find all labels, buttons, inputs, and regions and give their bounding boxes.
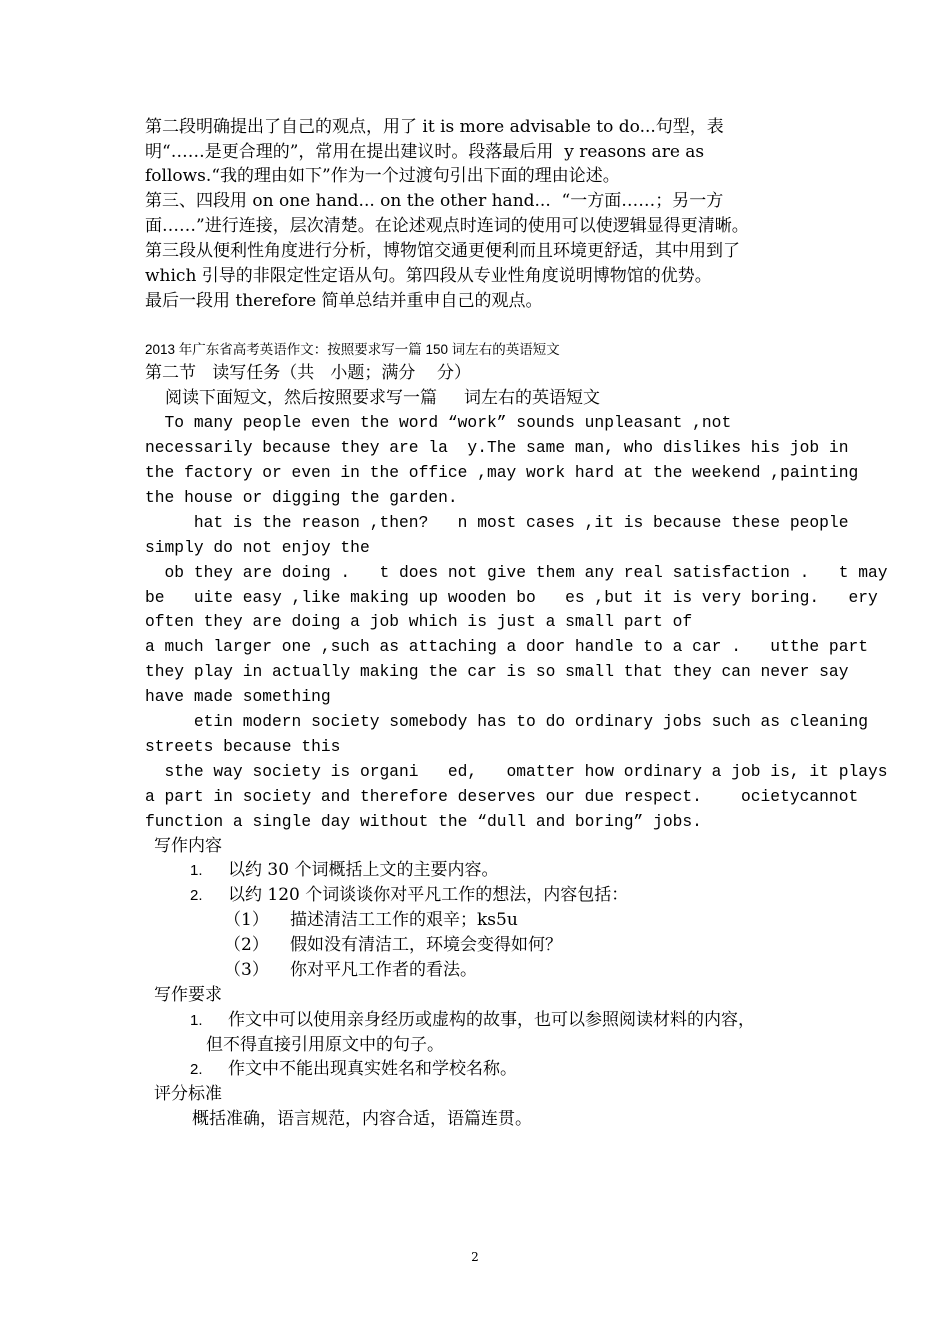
- section-heading: 第二节 读写任务（共 小题；满分 分）: [145, 363, 472, 383]
- requirement-item-continuation: 但不得直接引用原文中的句子。: [206, 1035, 444, 1055]
- passage-line: ob they are doing . t does not give them any real satisfaction . t may: [145, 563, 888, 582]
- passage-line: have made something: [145, 687, 331, 706]
- requirement-item-number: 1.: [190, 1012, 203, 1029]
- exam-title: 2013 年广东省高考英语作文：按照要求写一篇 150 词左右的英语短文: [145, 342, 560, 357]
- passage-line: simply do not enjoy the: [145, 538, 370, 557]
- scoring-text: 概括准确，语言规范，内容合适，语篇连贯。: [192, 1109, 532, 1129]
- passage-line: To many people even the word “work” sounds unpleasant ,not: [145, 413, 732, 432]
- requirement-item-text: 作文中可以使用亲身经历或虚构的故事，也可以参照阅读材料的内容，: [228, 1010, 755, 1030]
- content-subitem-number: （3）: [224, 960, 269, 980]
- analysis-line: 面……”进行连接，层次清楚。在论述观点时连词的使用可以使逻辑显得更清晰。: [145, 216, 749, 236]
- passage-line: the house or digging the garden.: [145, 488, 458, 507]
- passage-line: function a single day without the “dull and boring” jobs.: [145, 812, 702, 831]
- passage-line: be uite easy ,like making up wooden bo es ,but it is very boring. ery: [145, 588, 878, 607]
- analysis-line: 最后一段用 therefore 简单总结并重申自己的观点。: [145, 291, 543, 311]
- scoring-heading: 评分标准: [154, 1084, 222, 1104]
- analysis-line: 第二段明确提出了自己的观点，用了 it is more advisable to do...句型，表: [145, 117, 724, 137]
- analysis-line: 第三、四段用 on one hand... on the other hand... “一方面……；另一方: [145, 191, 724, 211]
- instruction-line: 阅读下面短文，然后按照要求写一篇 词左右的英语短文: [165, 388, 601, 408]
- page-number: 2: [471, 1250, 479, 1264]
- content-subitem-text: 假如没有清洁工，环境会变得如何？: [290, 935, 562, 955]
- passage-line: streets because this: [145, 737, 341, 756]
- content-item-text: 以约 120 个词谈谈你对平凡工作的想法，内容包括：: [228, 885, 629, 905]
- writing-content-heading: 写作内容: [154, 836, 222, 856]
- passage-line: etin modern society somebody has to do ordinary jobs such as cleaning: [145, 712, 869, 731]
- analysis-line: 明“……是更合理的”，常用在提出建议时。段落最后用 y reasons are as: [145, 142, 705, 162]
- content-subitem-text: 你对平凡工作者的看法。: [290, 960, 477, 980]
- passage-line: hat is the reason ,then? n most cases ,it is because these people: [145, 513, 849, 532]
- content-item-text: 以约 30 个词概括上文的主要内容。: [228, 860, 499, 880]
- content-item-number: 1.: [190, 862, 203, 879]
- analysis-line: follows.“我的理由如下”作为一个过渡句引出下面的理由论述。: [145, 166, 620, 186]
- content-item-number: 2.: [190, 887, 203, 904]
- passage-line: often they are doing a job which is just a small part of: [145, 612, 693, 631]
- passage-line: the factory or even in the office ,may work hard at the weekend ,painting: [145, 463, 859, 482]
- analysis-line: 第三段从便利性角度进行分析，博物馆交通更便利而且环境更舒适，其中用到了: [145, 241, 740, 261]
- analysis-line: which 引导的非限定性定语从句。第四段从专业性角度说明博物馆的优势。: [145, 266, 712, 286]
- passage-line: necessarily because they are la y.The same man, who dislikes his job in: [145, 438, 849, 457]
- content-subitem-number: （1）: [224, 910, 269, 930]
- passage-line: sthe way society is organi ed, omatter how ordinary a job is, it plays: [145, 762, 888, 781]
- passage-line: a part in society and therefore deserves our due respect. ocietycannot: [145, 787, 859, 806]
- passage-line: they play in actually making the car is so small that they can never say: [145, 662, 849, 681]
- passage-line: a much larger one ,such as attaching a door handle to a car . utthe part: [145, 637, 869, 656]
- requirement-item-number: 2.: [190, 1061, 203, 1078]
- content-subitem-number: （2）: [224, 935, 269, 955]
- writing-requirements-heading: 写作要求: [154, 985, 222, 1005]
- content-subitem-text: 描述清洁工工作的艰辛；ks5u: [290, 910, 518, 930]
- requirement-item-text: 作文中不能出现真实姓名和学校名称。: [228, 1059, 517, 1079]
